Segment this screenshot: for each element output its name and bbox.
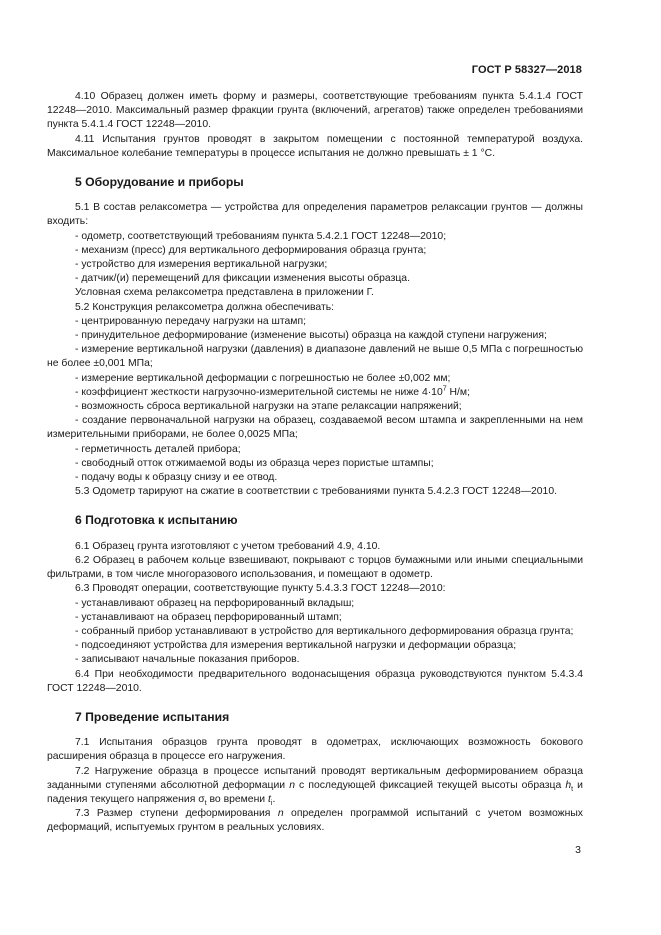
symbol-n: n	[289, 779, 295, 791]
list-item: - механизм (пресс) для вертикального деформирования образца грунта;	[75, 244, 427, 256]
text-run: с последующей фиксацией текущей высоты образца	[294, 779, 566, 791]
schema-note: Условная схема релаксометра представлена в приложении Г.	[75, 287, 374, 299]
paragraph-4-10: 4.10 Образец должен иметь форму и размеры, соответствующие требованиям пункта 5.4.1.4 ГОСТ 12248—2010. Максимальный размер фракции грунта (включений, агрегатов) также определен требованиями пункта 5.4.1.4 ГОСТ 12248—2010.	[47, 91, 583, 131]
list-item: - устройство для измерения вертикальной нагрузки;	[75, 259, 328, 271]
list-item: - герметичность деталей прибора;	[75, 443, 241, 455]
symbol-n: n	[277, 808, 284, 820]
list-item: - одометр, соответствующий требованиям пункта 5.4.2.1 ГОСТ 12248—2010;	[75, 230, 447, 242]
paragraph-6-2: 6.2 Образец в рабочем кольце взвешивают, покрывают с торцов бумажными или иными специальными фильтрами, в том числе многоразового использования, и помещают в одометр.	[47, 554, 583, 581]
subscript-t: t	[571, 785, 574, 793]
list-item: - подачу воды к образцу снизу и ее отвод.	[75, 472, 278, 484]
list-item: - устанавливают на образец перфорированный штамп;	[75, 611, 342, 623]
list-item: - устанавливают образец на перфорированный вкладыш;	[75, 597, 355, 609]
stiffness-unit: Н/м;	[446, 386, 470, 398]
text-run: во времени	[206, 793, 268, 805]
section-5-heading: 5 Оборудование и приборы	[75, 175, 244, 190]
list-item: - записывают начальные показания приборов.	[75, 654, 300, 666]
list-item: - принудительное деформирование (изменение высоты) образца на каждой ступени нагружения;	[75, 330, 547, 342]
symbol-t: t	[268, 793, 271, 805]
paragraph-7-3	[47, 807, 583, 835]
list-item: - возможность сброса вертикальной нагрузки на этапе релаксации напряжений;	[75, 401, 462, 413]
paragraph-6-1: 6.1 Образец грунта изготовляют с учетом требований 4.9, 4.10.	[75, 540, 381, 552]
stiffness-exponent: 7	[442, 385, 447, 393]
page-body	[47, 90, 583, 836]
text-run: 7.2 Нагружение образца в процессе испытаний проводят вертикальным деформированием образца заданными ступенями абсолютной деформации	[47, 765, 583, 791]
section-7-heading: 7 Проведение испытания	[75, 709, 230, 724]
document-code: ГОСТ Р 58327—2018	[471, 64, 582, 76]
paragraph-6-4: 6.4 При необходимости предварительного водонасыщения образца руководствуются пунктом 5.4.3.4 ГОСТ 12248—2010.	[47, 668, 583, 694]
stiffness-text: - коэффициент жесткости нагрузочно-измерительной системы не ниже 4·10	[75, 386, 443, 398]
list-item: - измерение вертикальной деформации с погрешностью не более ±0,002 мм;	[75, 372, 451, 384]
list-item: - измерение вертикальной нагрузки (давления) в диапазоне давлений не выше 0,5 МПа с погрешностью не более ±0,001 МПа;	[47, 344, 583, 370]
text-run: 7.3 Размер ступени деформирования	[75, 808, 278, 820]
paragraph-7-2	[47, 765, 583, 808]
text-run: и падения текущего напряжения σ	[47, 779, 583, 805]
list-item: - свободный отток отжимаемой воды из образца через пористые штампы;	[75, 457, 434, 469]
paragraph-7-1: 7.1 Испытания образцов грунта проводят в одометрах, исключающих возможность бокового расширения образца в процессе его нагружения.	[47, 737, 583, 763]
subscript-t: t	[204, 800, 207, 808]
subscript-i: i	[270, 800, 273, 808]
paragraph-5-3: 5.3 Одометр тарируют на сжатие в соответствии с требованиями пункта 5.4.2.3 ГОСТ 12248—2010.	[75, 486, 557, 498]
list-item: - центрированную передачу нагрузки на штамп;	[75, 315, 306, 327]
text-run: .	[272, 793, 276, 805]
list-item: - собранный прибор устанавливают в устройство для вертикального деформирования образца грунта;	[75, 625, 574, 637]
section-6-heading: 6 Подготовка к испытанию	[75, 513, 238, 528]
list-item: - подсоединяют устройства для измерения вертикальной нагрузки и деформации образца;	[75, 640, 517, 652]
list-item-stiffness	[47, 386, 583, 400]
list-item: - создание первоначальной нагрузки на образец, создаваемой весом штампа и закрепленными на нем измерительными приборами, не более 0,0025 МПа;	[47, 415, 583, 441]
paragraph-4-11: 4.11 Испытания грунтов проводят в закрытом помещении с постоянной температурой воздуха. Максимальное колебание температуры в процессе испытания не должно превышать ± 1 °С.	[47, 133, 583, 159]
page-number: 3	[575, 844, 581, 856]
paragraph-5-2: 5.2 Конструкция релаксометра должна обеспечивать:	[75, 301, 335, 313]
list-item: - датчик/(и) перемещений для фиксации изменения высоты образца.	[75, 273, 410, 285]
symbol-h: h	[565, 779, 572, 791]
paragraph-6-3: 6.3 Проводят операции, соответствующие пункту 5.4.3.3 ГОСТ 12248—2010:	[75, 583, 446, 595]
paragraph-5-1: 5.1 В состав релаксометра — устройства для определения параметров релаксации грунтов — должны входить:	[47, 202, 583, 228]
text-run: определен программой испытаний с учетом возможных деформаций, испытуемых грунтом в реальных условиях.	[47, 808, 583, 834]
